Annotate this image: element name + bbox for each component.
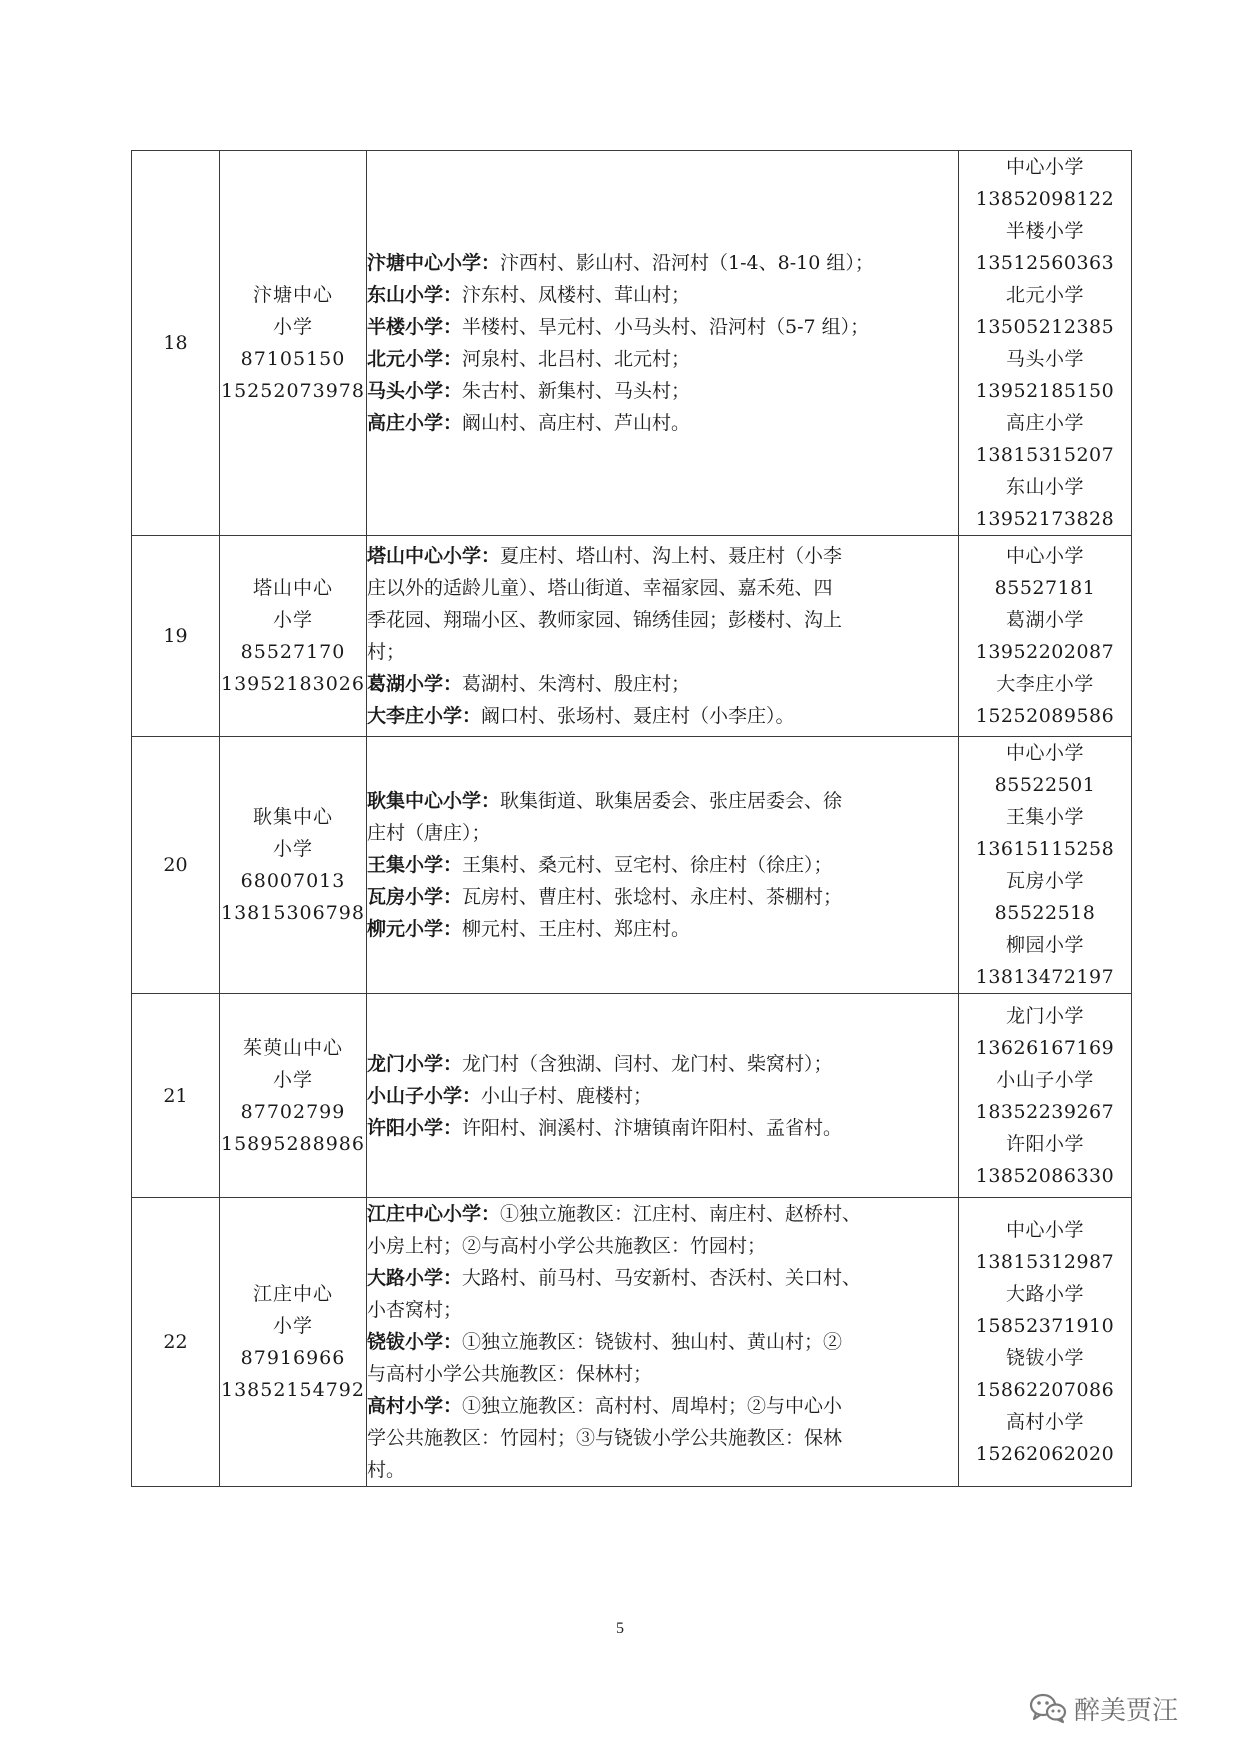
- scope-text: 葛湖村、朱湾村、殷庄村；: [462, 673, 691, 695]
- school-label: 瓦房小学：: [367, 886, 463, 908]
- contact-line: 18352239267: [975, 1100, 1115, 1123]
- school-zone-table: [131, 150, 1132, 1487]
- scope-line: [367, 1454, 958, 1486]
- school-label: 塔山中心小学：: [367, 545, 501, 567]
- school-info-line: 15252073978: [221, 380, 365, 402]
- scope-line: [367, 1112, 958, 1144]
- scope-text: 村。: [367, 1459, 406, 1481]
- scope-line: [367, 1422, 958, 1454]
- school-info-line: 耿集中心: [252, 806, 333, 828]
- school-info-line: 85527170: [240, 641, 346, 663]
- scope-text: 柳元村、王庄村、郑庄村。: [462, 918, 691, 940]
- scope-text: 季花园、翔瑞小区、教师家园、锦绣佳园；彭楼村、沟上: [367, 609, 843, 631]
- scope-line: [367, 279, 958, 311]
- contact-line: 大路小学: [1005, 1283, 1084, 1305]
- scope-text: 龙门村（含独湖、闫村、龙门村、柴窝村）；: [462, 1052, 833, 1075]
- row-number: 19: [132, 536, 220, 737]
- school-info-line: 小学: [272, 838, 313, 860]
- contact-line: 许阳小学: [1005, 1132, 1084, 1155]
- school-cell: [220, 994, 367, 1198]
- school-info-line: 汴塘中心: [252, 284, 333, 306]
- table-row: [132, 1198, 1132, 1487]
- school-label: 柳元小学：: [367, 918, 463, 940]
- school-label: 江庄中心小学：: [367, 1203, 501, 1225]
- enrollment-scope-cell: [367, 994, 959, 1198]
- school-label: 小山子小学：: [367, 1084, 482, 1107]
- scope-line: [367, 785, 958, 817]
- scope-text: 村；: [367, 641, 406, 663]
- contact-line: 小山子小学: [996, 1068, 1094, 1091]
- scope-text: 夏庄村、塔山村、沟上村、聂庄村（小李: [500, 545, 843, 567]
- scope-text: 许阳村、涧溪村、汴塘镇南许阳村、孟省村。: [462, 1116, 843, 1139]
- contact-line: 高庄小学: [1005, 412, 1084, 434]
- scope-line: [367, 247, 958, 279]
- scope-text: 学公共施教区：竹园村；③与铙钹小学公共施教区：保林: [367, 1427, 843, 1449]
- contact-line: 13512560363: [975, 252, 1115, 274]
- school-info-line: 87105150: [240, 348, 346, 370]
- contact-line: 13813472197: [975, 966, 1115, 988]
- contact-line: 15252089586: [975, 705, 1115, 727]
- scope-line: [367, 849, 958, 881]
- scope-text: 庄以外的适龄儿童）、塔山街道、幸福家园、嘉禾苑、四: [367, 577, 833, 599]
- school-info-line: 小学: [272, 1315, 313, 1337]
- scope-line: [367, 407, 958, 439]
- scope-line: [367, 540, 958, 572]
- contact-cell: [959, 994, 1132, 1198]
- scope-text: 小杏窝村；: [367, 1299, 463, 1321]
- school-label: 大路小学：: [367, 1267, 463, 1289]
- school-label: 高村小学：: [367, 1395, 463, 1417]
- scope-text: 汴东村、凤楼村、茸山村；: [462, 284, 691, 306]
- watermark: [1028, 1686, 1178, 1730]
- scope-line: [367, 700, 958, 732]
- scope-text: 阚口村、张场村、聂庄村（小李庄）。: [481, 705, 795, 727]
- school-info-line: 小学: [272, 1068, 313, 1091]
- scope-line: [367, 1390, 958, 1422]
- contact-line: 王集小学: [1005, 806, 1084, 828]
- enrollment-scope-cell: [367, 151, 959, 536]
- scope-line: [367, 636, 958, 668]
- contact-line: 13626167169: [975, 1036, 1115, 1059]
- contact-line: 中心小学: [1005, 156, 1084, 178]
- school-label: 东山小学：: [367, 284, 463, 306]
- scope-line: [367, 311, 958, 343]
- scope-text: ①独立施教区：江庄村、南庄村、赵桥村、: [500, 1203, 862, 1225]
- scope-text: 王集村、桑元村、豆宅村、徐庄村（徐庄）；: [462, 854, 833, 876]
- contact-line: 马头小学: [1005, 348, 1084, 370]
- scope-line: [367, 1358, 958, 1390]
- school-info-line: 68007013: [240, 870, 346, 892]
- scope-text: ①独立施教区：铙钹村、独山村、黄山村；②: [462, 1331, 843, 1353]
- row-number: 20: [132, 737, 220, 994]
- school-info-line: 15895288986: [221, 1132, 365, 1155]
- contact-cell: [959, 151, 1132, 536]
- row-number: 18: [132, 151, 220, 536]
- scope-line: [367, 1198, 958, 1230]
- school-label: 北元小学：: [367, 348, 463, 370]
- school-label: 许阳小学：: [367, 1116, 463, 1139]
- contact-line: 大李庄小学: [996, 673, 1094, 695]
- contact-line: 铙钹小学: [1005, 1347, 1084, 1369]
- scope-line: [367, 1262, 958, 1294]
- school-label: 大李庄小学：: [367, 705, 482, 727]
- contact-line: 半楼小学: [1005, 220, 1084, 242]
- school-info-line: 87702799: [240, 1100, 346, 1123]
- row-number: 22: [132, 1198, 220, 1487]
- scope-text: 与高村小学公共施教区：保林村；: [367, 1363, 653, 1385]
- table-row: [132, 994, 1132, 1198]
- watermark-text: 醉美贾汪: [1074, 1695, 1179, 1726]
- contact-line: 13952202087: [975, 641, 1115, 663]
- contact-line: 15862207086: [975, 1379, 1115, 1401]
- school-label: 汴塘中心小学：: [367, 252, 501, 274]
- scope-text: 瓦房村、曹庄村、张埝村、永庄村、茶棚村；: [462, 886, 843, 908]
- wechat-icon: [1028, 1692, 1068, 1724]
- scope-line: [367, 343, 958, 375]
- contact-line: 15852371910: [975, 1315, 1115, 1337]
- scope-line: [367, 1294, 958, 1326]
- school-info-line: 13852154792: [221, 1379, 365, 1401]
- scope-text: 河泉村、北吕村、北元村；: [462, 348, 691, 370]
- school-label: 铙钹小学：: [367, 1331, 463, 1353]
- school-label: 耿集中心小学：: [367, 790, 501, 812]
- school-info-line: 茱萸山中心: [242, 1036, 343, 1059]
- scope-line: [367, 1080, 958, 1112]
- scope-line: [367, 604, 958, 636]
- contact-line: 中心小学: [1005, 1219, 1084, 1241]
- contact-line: 13952173828: [975, 508, 1115, 530]
- school-info-line: 江庄中心: [252, 1283, 333, 1305]
- contact-line: 13815312987: [975, 1251, 1115, 1273]
- contact-line: 柳园小学: [1005, 934, 1084, 956]
- contact-line: 13852086330: [975, 1164, 1115, 1187]
- scope-text: 小山子村、鹿楼村；: [481, 1084, 653, 1107]
- contact-line: 15262062020: [975, 1443, 1115, 1465]
- school-label: 马头小学：: [367, 380, 463, 402]
- table-row: [132, 151, 1132, 536]
- scope-line: [367, 913, 958, 945]
- scope-text: 庄村（唐庄）；: [367, 822, 491, 844]
- school-label: 王集小学：: [367, 854, 463, 876]
- enrollment-scope-cell: [367, 1198, 959, 1487]
- school-info-line: 87916966: [240, 1347, 346, 1369]
- contact-line: 北元小学: [1005, 284, 1084, 306]
- page-number: 5: [616, 1620, 624, 1637]
- scope-line: [367, 1230, 958, 1262]
- scope-text: 阚山村、高庄村、芦山村。: [462, 412, 691, 434]
- contact-cell: [959, 1198, 1132, 1487]
- contact-line: 高村小学: [1005, 1411, 1084, 1433]
- school-info-line: 小学: [272, 316, 313, 338]
- school-info-line: 小学: [272, 609, 313, 631]
- scope-text: 耿集街道、耿集居委会、张庄居委会、徐: [500, 790, 843, 812]
- scope-line: [367, 668, 958, 700]
- scope-text: 小房上村；②与高村小学公共施教区：竹园村；: [367, 1235, 767, 1257]
- scope-line: [367, 375, 958, 407]
- contact-line: 13815315207: [975, 444, 1115, 466]
- enrollment-scope-cell: [367, 737, 959, 994]
- school-label: 半楼小学：: [367, 316, 463, 338]
- scope-text: 大路村、前马村、马安新村、杏沃村、关口村、: [462, 1267, 862, 1289]
- contact-line: 13505212385: [975, 316, 1115, 338]
- scope-line: [367, 817, 958, 849]
- school-cell: [220, 536, 367, 737]
- table-row: [132, 737, 1132, 994]
- table-row: [132, 536, 1132, 737]
- scope-text: 汴西村、影山村、沿河村（1-4、8-10 组）；: [500, 252, 874, 274]
- scope-text: ①独立施教区：高村村、周埠村；②与中心小: [462, 1395, 843, 1417]
- contact-line: 东山小学: [1005, 476, 1084, 498]
- contact-line: 13952185150: [975, 380, 1115, 402]
- school-info-line: 塔山中心: [252, 577, 333, 599]
- scope-line: [367, 1048, 958, 1080]
- school-cell: [220, 1198, 367, 1487]
- school-label: 葛湖小学：: [367, 673, 463, 695]
- scope-line: [367, 1326, 958, 1358]
- scope-line: [367, 572, 958, 604]
- contact-line: 13852098122: [975, 188, 1115, 210]
- school-label: 龙门小学：: [367, 1052, 463, 1075]
- school-label: 高庄小学：: [367, 412, 463, 434]
- contact-line: 龙门小学: [1005, 1004, 1084, 1027]
- contact-line: 中心小学: [1005, 545, 1084, 567]
- school-cell: [220, 737, 367, 994]
- table-body: [132, 151, 1132, 1487]
- school-info-line: 13952183026: [221, 673, 365, 695]
- contact-cell: [959, 536, 1132, 737]
- scope-line: [367, 881, 958, 913]
- contact-line: 85522501: [994, 774, 1096, 796]
- contact-line: 13615115258: [975, 838, 1115, 860]
- contact-line: 85522518: [994, 902, 1096, 924]
- contact-cell: [959, 737, 1132, 994]
- scope-text: 朱古村、新集村、马头村；: [462, 380, 691, 402]
- school-info-line: 13815306798: [221, 902, 365, 924]
- contact-line: 瓦房小学: [1005, 870, 1084, 892]
- school-cell: [220, 151, 367, 536]
- enrollment-scope-cell: [367, 536, 959, 737]
- contact-line: 葛湖小学: [1005, 609, 1084, 631]
- scope-text: 半楼村、旱元村、小马头村、沿河村（5-7 组）；: [462, 316, 870, 338]
- contact-line: 85527181: [994, 577, 1096, 599]
- row-number: 21: [132, 994, 220, 1198]
- contact-line: 中心小学: [1005, 742, 1084, 764]
